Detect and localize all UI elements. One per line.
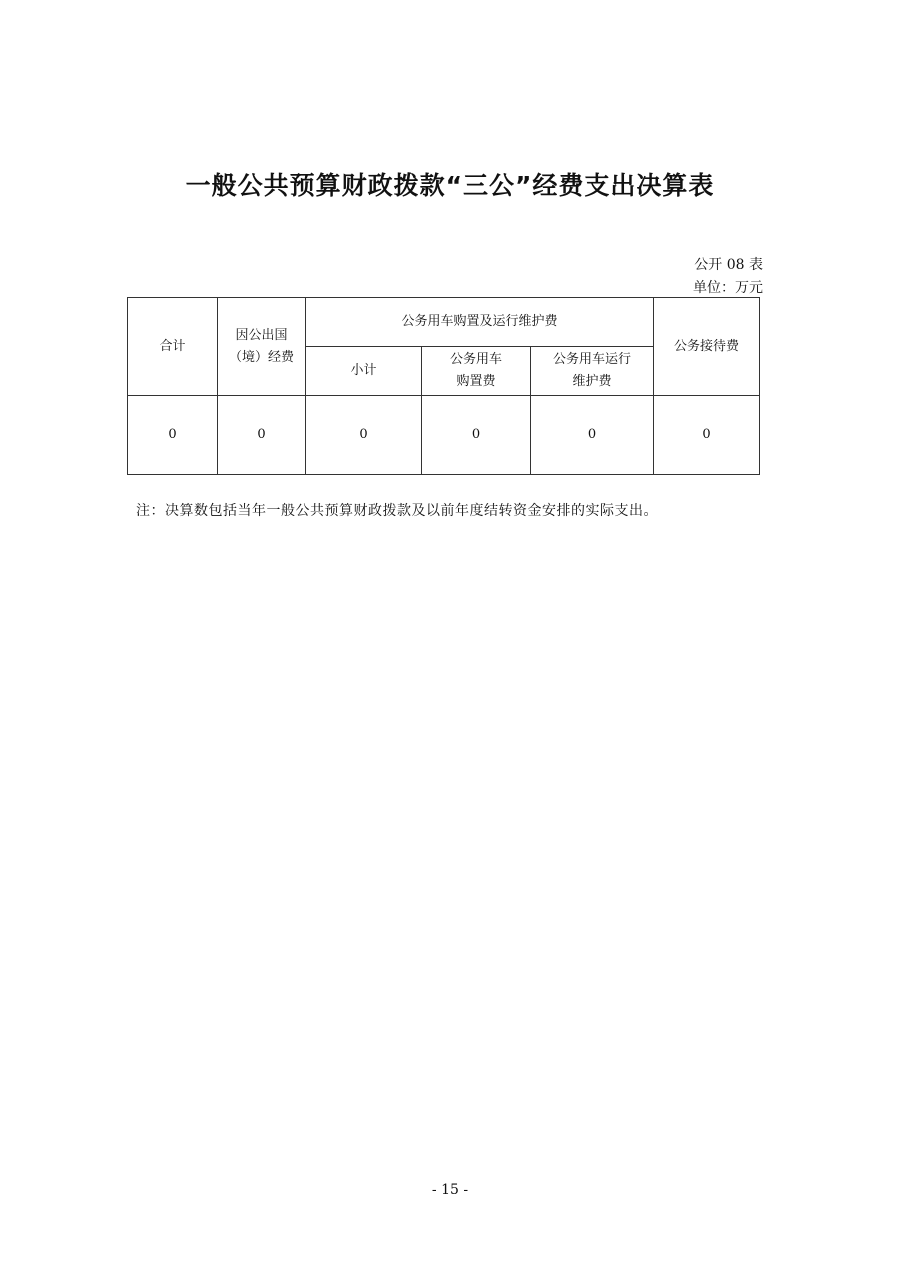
header-vehicle-purchase: 公务用车 购置费: [422, 347, 531, 396]
cell-subtotal: 0: [306, 396, 422, 475]
header-reception: 公务接待费: [654, 298, 760, 396]
cell-vehicle-maintenance: 0: [531, 396, 654, 475]
header-subtotal: 小计: [306, 347, 422, 396]
header-vehicle-maintenance: 公务用车运行 维护费: [531, 347, 654, 396]
unit-label: 单位：万元: [693, 280, 763, 296]
cell-total: 0: [128, 396, 218, 475]
form-number: 公开 08 表: [694, 257, 763, 273]
table-header-row: [128, 298, 760, 347]
page-number: - 15 -: [431, 1182, 469, 1198]
header-abroad: 因公出国 （境）经费: [218, 298, 306, 396]
cell-reception: 0: [654, 396, 760, 475]
cell-abroad: 0: [218, 396, 306, 475]
expenditure-table: [127, 297, 760, 475]
table-row: [128, 396, 760, 475]
cell-vehicle-purchase: 0: [422, 396, 531, 475]
footnote: 注：决算数包括当年一般公共预算财政拨款及以前年度结转资金安排的实际支出。: [136, 503, 658, 519]
page-title: 一般公共预算财政拨款“三公”经费支出决算表: [185, 171, 715, 200]
header-total: 合计: [128, 298, 218, 396]
header-vehicle-group: 公务用车购置及运行维护费: [306, 298, 654, 347]
